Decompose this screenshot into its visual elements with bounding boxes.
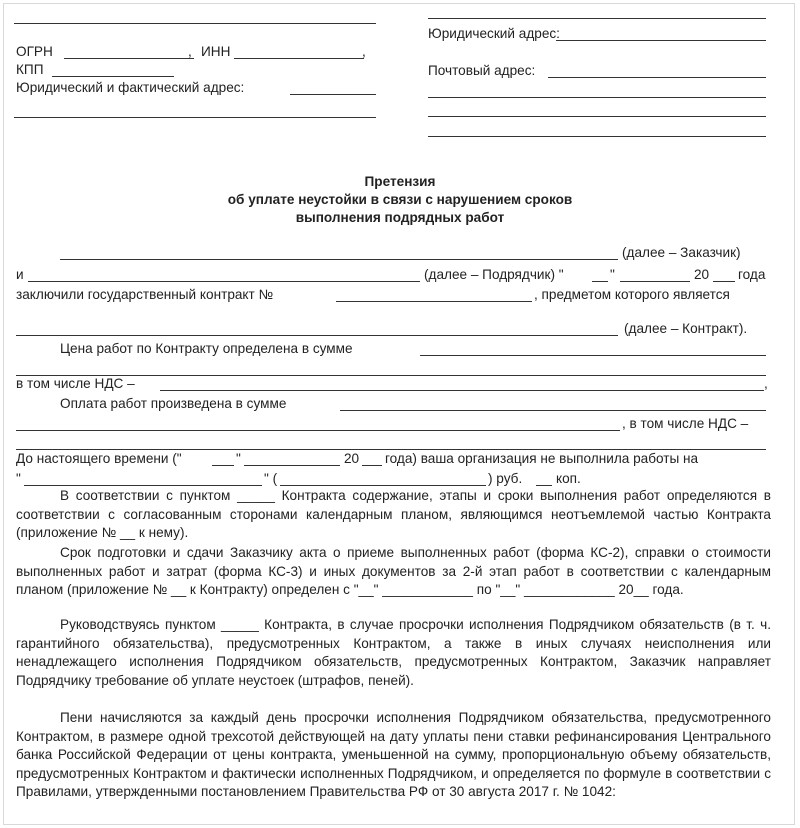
not-done-year-field[interactable]	[362, 465, 382, 466]
legal-address-label: Юридический адрес:	[428, 26, 560, 41]
legal-address-field[interactable]	[556, 40, 766, 41]
customer-name-field[interactable]	[60, 259, 618, 260]
contractor-suffix: (далее – Подрядчик) "	[424, 267, 564, 282]
address-field[interactable]	[290, 94, 376, 95]
customer-suffix: (далее – Заказчик)	[622, 245, 741, 260]
postal-address-label: Почтовый адрес:	[428, 63, 536, 78]
not-done-month-field[interactable]	[244, 465, 340, 466]
sum-kop-field[interactable]	[536, 485, 552, 486]
page-frame	[3, 3, 795, 825]
contract-subject-field[interactable]	[16, 335, 618, 336]
not-done-quote: "	[236, 451, 241, 466]
vat-label: в том числе НДС –	[16, 376, 135, 391]
contract-subject-label: , предметом которого является	[534, 287, 730, 302]
paid-vat-field[interactable]	[16, 449, 766, 450]
and-label: и	[16, 267, 24, 282]
inn-field[interactable]	[234, 58, 364, 59]
not-done-year-prefix: 20	[344, 451, 360, 466]
separator-comma: ,	[188, 44, 192, 59]
paid-label: Оплата работ произведена в сумме	[60, 396, 287, 411]
not-done-open: До настоящего времени ("	[16, 451, 182, 466]
date-year-prefix: 20	[694, 267, 710, 282]
sum-words-field[interactable]	[280, 485, 486, 486]
sum-amount-field[interactable]	[24, 485, 262, 486]
inn-label: ИНН	[201, 44, 231, 59]
kpp-label: КПП	[16, 62, 44, 77]
sum-rub: ) руб.	[488, 471, 523, 486]
vat-label-2: , в том числе НДС –	[622, 416, 749, 431]
date-day-field[interactable]	[592, 281, 608, 282]
document-subtitle-2: выполнения подрядных работ	[295, 210, 505, 225]
price-label: Цена работ по Контракту определена в сумме	[60, 341, 353, 356]
sum-quote-close: " (	[264, 471, 278, 486]
date-year-suffix: года	[738, 267, 766, 282]
sum-quote-open: "	[16, 471, 21, 486]
date-month-field[interactable]	[620, 281, 690, 282]
not-done-day-field[interactable]	[212, 465, 234, 466]
recipient-line[interactable]	[428, 18, 766, 19]
paid-field[interactable]	[340, 410, 766, 411]
document-title: Претензия	[364, 174, 436, 189]
postal-address-line-2[interactable]	[428, 97, 766, 98]
postal-address-line-3[interactable]	[428, 116, 766, 117]
contractor-name-field[interactable]	[28, 281, 420, 282]
postal-address-line-4[interactable]	[428, 136, 766, 137]
date-year-field[interactable]	[713, 281, 735, 282]
kpp-field[interactable]	[52, 76, 174, 77]
vat-field[interactable]	[160, 390, 764, 391]
ogrn-field[interactable]	[64, 58, 194, 59]
contract-number-field[interactable]	[336, 301, 532, 302]
separator-comma: ,	[362, 44, 366, 59]
paid-field-line-2[interactable]	[16, 430, 620, 431]
date-quote: "	[610, 267, 615, 282]
address-field-line-2[interactable]	[14, 117, 376, 118]
sum-kop: коп.	[556, 471, 581, 486]
separator-comma: ,	[764, 376, 768, 391]
paragraph-3: Руководствуясь пунктом _____ Контракта, в случае просрочки исполнения Подрядчиком обязательств (в т. ч. гарантийного обязательства), предусмотренных Контрактом, а также в иных случаях неисполнения или ненадлежащего исполнения Подрядчиком обязательств, предусмотренных Контрактом, Заказчик направляет Подрядчику требование об уплате неустоек (штрафов, пеней).	[16, 617, 771, 688]
contract-concluded-label: заключили государственный контракт №	[16, 287, 274, 302]
contract-suffix: (далее – Контракт).	[624, 321, 748, 336]
ogrn-label: ОГРН	[16, 44, 53, 59]
price-field[interactable]	[420, 355, 766, 356]
header-left-line	[14, 23, 376, 24]
address-label: Юридический и фактический адрес:	[16, 80, 245, 95]
postal-address-field[interactable]	[548, 77, 766, 78]
not-done-text: года) ваша организация не выполнила работы на	[385, 451, 699, 466]
paragraph-4: Пени начисляются за каждый день просрочки исполнения Подрядчиком обязательства, предусмотренного Контрактом, в размере одной трехсотой действующей на дату уплаты пени ставки рефинансирования Центрального банка Российской Федерации от цены контракта, уменьшенной на сумму, пропорциональную объему обязательств, предусмотренных Контрактом и фактически исполненных Подрядчиком, и определяется по формуле в соответствии с Правилами, утвержденными постановлением Правительства РФ от 30 августа 2017 г. № 1042:	[16, 710, 771, 799]
paragraph-1: В соответствии с пунктом _____ Контракта содержание, этапы и сроки выполнения работ определяются в соответствии с согласованным сторонами календарным планом, являющимся неотъемлемой частью Контракта (приложение № __ к нему).	[16, 488, 771, 540]
document-subtitle: об уплате неустойки в связи с нарушением сроков	[227, 192, 573, 207]
paragraph-2: Срок подготовки и сдачи Заказчику акта о приеме выполненных работ (форма КС-2), справки о стоимости выполненных работ и затрат (форма КС-3) и иных документов за 2-й этап работ в соответствии с календарным планом (приложение № __ к Контракту) определен с "__" ____________ по "__" ____________ 20__ года.	[16, 545, 771, 597]
